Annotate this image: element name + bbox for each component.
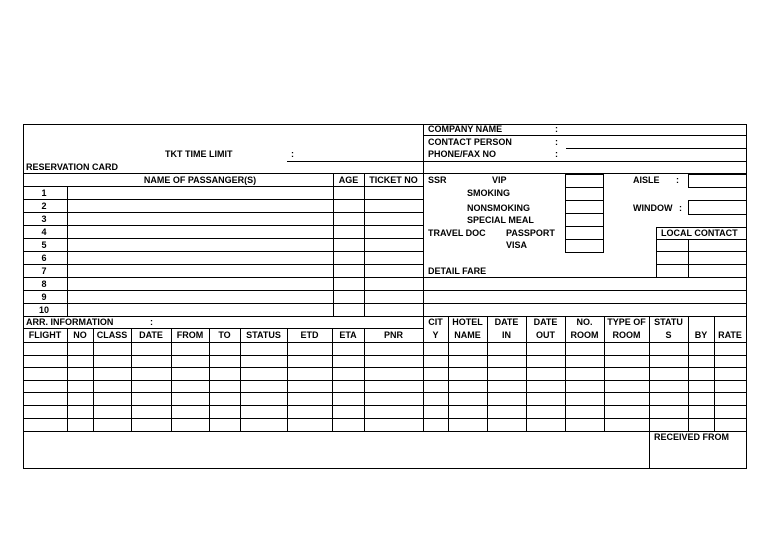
local-contact-label: LOCAL CONTACT: [661, 228, 738, 238]
passenger-age-header: AGE: [338, 175, 359, 185]
col-status: STATUS: [246, 330, 281, 340]
phone-fax-sep: :: [555, 149, 558, 159]
col-type-room-1: TYPE OF: [607, 317, 646, 327]
col-no: NO: [73, 330, 87, 340]
passenger-row-number: 5: [41, 240, 47, 250]
travel-doc-label: TRAVEL DOC: [428, 228, 486, 238]
passenger-row-number: 9: [41, 292, 47, 302]
passenger-row-number: 3: [41, 214, 47, 224]
col-by: BY: [694, 330, 708, 340]
passenger-row-number: 6: [41, 253, 47, 263]
col-flight: FLIGHT: [28, 330, 62, 340]
col-date-out-1: DATE: [533, 317, 558, 327]
passport-label: PASSPORT: [506, 228, 555, 238]
col-rate: RATE: [718, 330, 742, 340]
company-name-sep: :: [555, 124, 558, 134]
col-no-room-2: ROOM: [570, 330, 599, 340]
col-etd: ETD: [300, 330, 319, 340]
col-from: FROM: [176, 330, 204, 340]
passenger-name-header: NAME OF PASSANGER(S): [143, 175, 257, 185]
tkt-time-limit-label: TKT TIME LIMIT: [165, 149, 233, 159]
smoking-label: SMOKING: [467, 188, 511, 198]
col-to: TO: [218, 330, 231, 340]
received-from-label: RECEIVED FROM: [654, 432, 730, 442]
col-city-1: CIT: [428, 317, 443, 327]
window-label: WINDOW: [633, 203, 673, 213]
passenger-row-number: 7: [41, 266, 47, 276]
detail-fare-label: DETAIL FARE: [428, 266, 487, 276]
passenger-row-number: 8: [41, 279, 47, 289]
ssr-label: SSR: [428, 175, 447, 185]
arr-information-label: ARR. INFORMATION: [26, 317, 114, 327]
col-date-out-2: OUT: [536, 330, 555, 340]
arr-information-sep: :: [150, 317, 153, 327]
col-date-in-1: DATE: [494, 317, 519, 327]
passenger-row-number: 1: [41, 188, 47, 198]
col-date-in-2: IN: [502, 330, 511, 340]
phone-fax-label: PHONE/FAX NO: [428, 149, 497, 159]
col-no-room-1: NO.: [576, 317, 593, 327]
passenger-row-number: 4: [41, 227, 47, 237]
contact-person-label: CONTACT PERSON: [428, 137, 512, 147]
nonsmoking-label: NONSMOKING: [467, 203, 530, 213]
vip-label: VIP: [492, 175, 507, 185]
aisle-label: AISLE: [633, 175, 660, 185]
window-sep: :: [679, 203, 682, 213]
passenger-row-number: 10: [38, 305, 49, 315]
col-hotel-name-1: HOTEL: [452, 317, 483, 327]
reservation-card-title: RESERVATION CARD: [26, 162, 119, 172]
col-hotel-name-2: NAME: [454, 330, 481, 340]
passenger-row-number: 2: [41, 201, 47, 211]
contact-person-sep: :: [555, 137, 558, 147]
col-class: CLASS: [96, 330, 128, 340]
aisle-sep: :: [676, 175, 679, 185]
col-eta: ETA: [339, 330, 357, 340]
col-date: DATE: [139, 330, 163, 340]
visa-label: VISA: [506, 240, 528, 250]
col-pnr: PNR: [383, 330, 403, 340]
col-status-h-1: STATU: [654, 317, 683, 327]
passenger-ticket-header: TICKET NO: [369, 175, 418, 185]
col-type-room-2: ROOM: [612, 330, 641, 340]
col-status-h-2: S: [665, 330, 672, 340]
tkt-time-limit-sep: :: [291, 149, 294, 159]
company-name-label: COMPANY NAME: [428, 124, 503, 134]
special-meal-label: SPECIAL MEAL: [467, 215, 534, 225]
col-city-2: Y: [432, 330, 439, 340]
